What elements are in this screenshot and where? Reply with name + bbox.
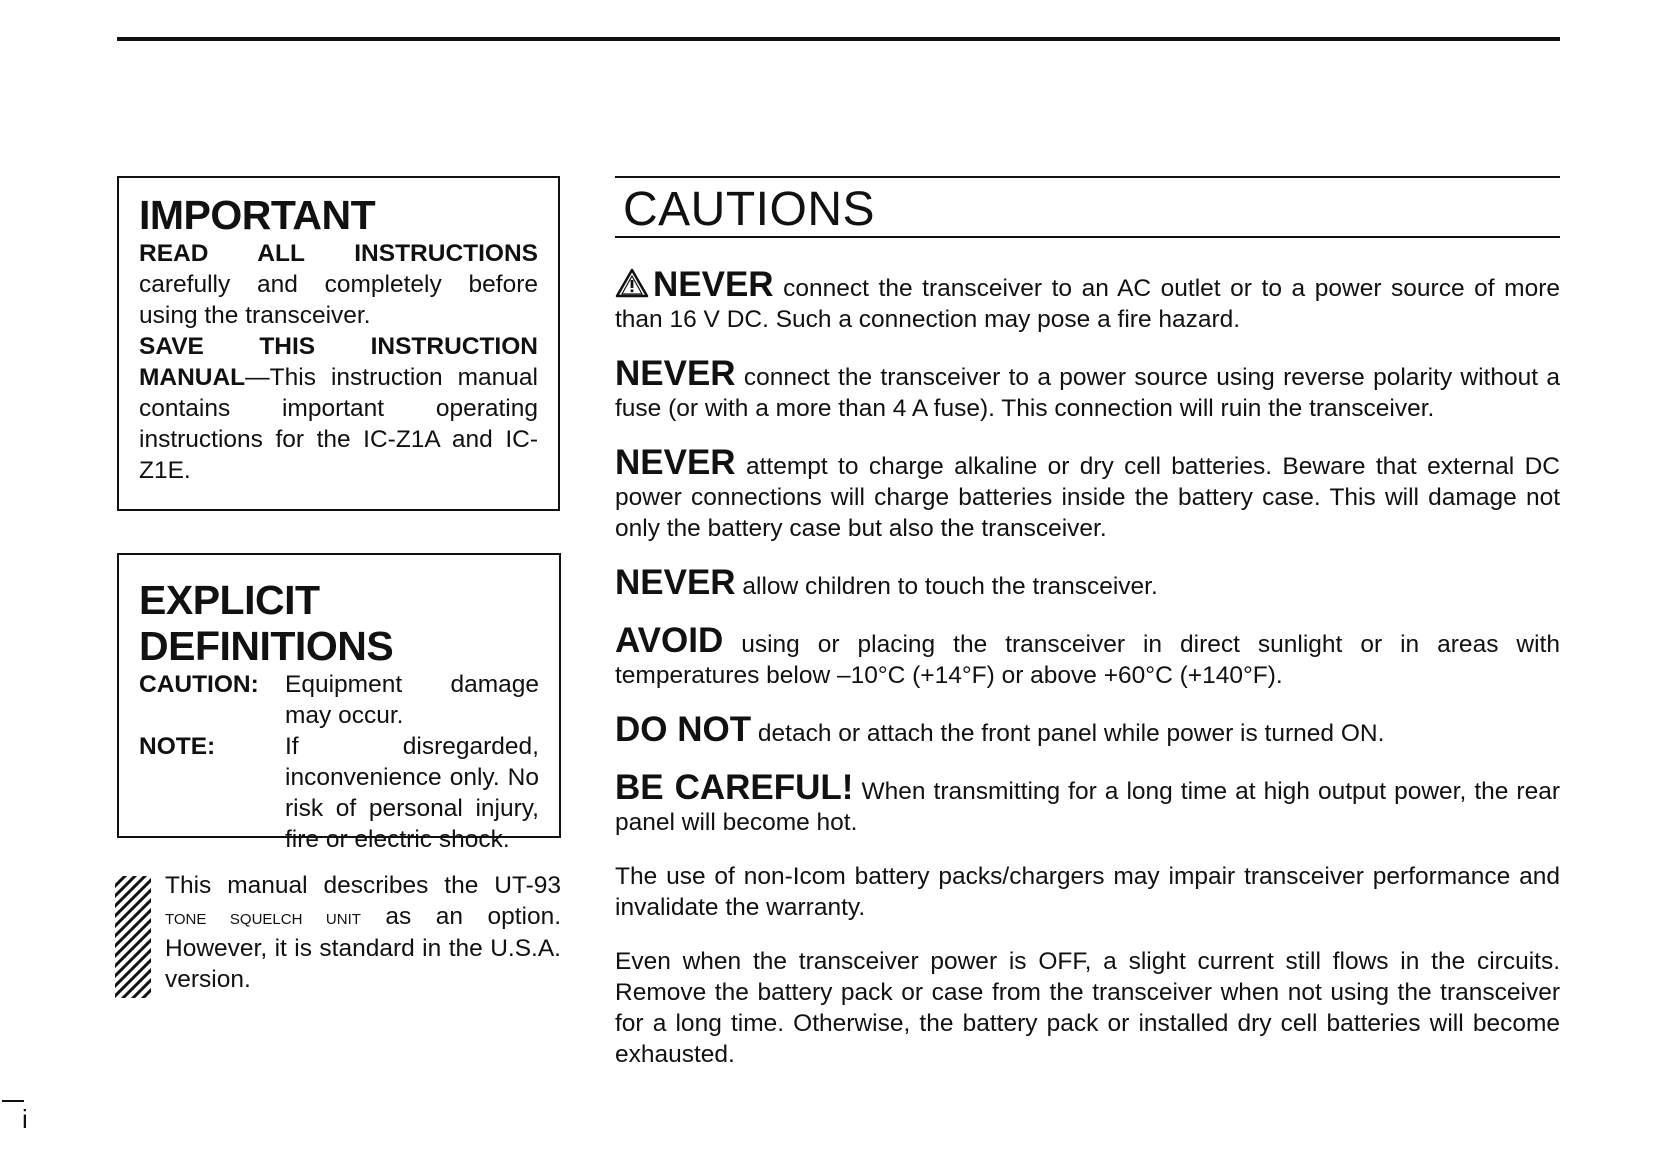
- hatch-marker-icon: [115, 876, 151, 998]
- cautions-title: CAUTIONS: [623, 183, 876, 236]
- caution-paragraph: The use of non-Icom battery packs/chargers may impair transceiver performance and invalidate the warranty.: [615, 863, 1560, 921]
- caution-item: [615, 354, 1560, 424]
- caution-text: attempt to charge alkaline or dry cell batteries. Beware that external DC power connections will charge batteries inside the battery case. This will damage not only the battery case but also the transceiver.: [615, 453, 1560, 542]
- note-pre: This manual describes the UT-93: [165, 872, 561, 899]
- caution-lead: NEVER: [615, 354, 736, 393]
- caution-lead: DO NOT: [615, 710, 752, 749]
- important-read-instructions: [139, 238, 538, 331]
- caution-text: connect the transceiver to an AC outlet or to a power source of more than 16 V DC. Such a connection may pose a fire hazard.: [615, 275, 1560, 333]
- caution-item: [615, 710, 1560, 749]
- cautions-title-rule: [615, 236, 1560, 238]
- cautions-section: [615, 176, 1560, 1070]
- caution-lead: NEVER: [653, 265, 774, 304]
- page-number: i: [22, 1104, 28, 1134]
- definition-desc: Equipment damage may occur.: [285, 671, 539, 729]
- definition-term: CAUTION:: [139, 671, 259, 698]
- caution-item: [615, 621, 1560, 691]
- read-instructions-text: carefully and completely before using the transceiver.: [139, 271, 538, 329]
- caution-text: using or placing the transceiver in direct sunlight or in areas with temperatures below –10°C (+14°F) or above +60°C (+140°F).: [615, 631, 1560, 689]
- important-box: [117, 176, 560, 511]
- caution-item: [615, 563, 1560, 602]
- warning-triangle-icon: [615, 268, 649, 298]
- caution-lead: NEVER: [615, 443, 736, 482]
- definition-desc: If disregarded, inconvenience only. No risk of personal injury, fire or electric shock.: [285, 733, 539, 853]
- important-save-manual: [139, 331, 538, 486]
- caution-lead: BE CAREFUL!: [615, 768, 854, 807]
- caution-paragraph: Even when the transceiver power is OFF, a slight current still flows in the circuits. Remove the battery pack or case from the transceiver when not using the transceiver for a long time. Otherwise, the battery pack or installed dry cell batteries will become exhausted.: [615, 948, 1560, 1068]
- caution-text: detach or attach the front panel while power is turned ON.: [751, 720, 1385, 747]
- option-note-text: [165, 870, 561, 995]
- read-instructions-bold: READ ALL INSTRUCTIONS: [139, 240, 538, 267]
- note-small-caps: tone squelch unit: [165, 906, 361, 929]
- page-number-dash: [2, 1100, 24, 1102]
- caution-item: [615, 265, 1560, 335]
- note-post: as an option. However, it is standard in the U.S.A. version.: [165, 903, 562, 993]
- option-note: [115, 870, 561, 995]
- caution-text: connect the transceiver to a power source using reverse polarity without a fuse (or with a more than 4 A fuse). This connection will ruin the transceiver.: [615, 364, 1560, 422]
- definitions-box: [117, 553, 561, 853]
- save-manual-text: —This instruction manual contains important operating instructions for the IC-Z1A and IC-Z1E.: [139, 364, 538, 484]
- save-manual-bold: SAVE THIS INSTRUCTION MANUAL: [139, 333, 538, 391]
- definition-row-note: [139, 731, 539, 855]
- caution-item: [615, 768, 1560, 838]
- caution-text: allow children to touch the transceiver.: [735, 573, 1158, 600]
- caution-item: [615, 443, 1560, 544]
- important-title: IMPORTANT: [139, 192, 376, 238]
- definition-term: NOTE:: [139, 733, 216, 760]
- definition-row-caution: [139, 669, 539, 731]
- caution-text: When transmitting for a long time at high output power, the rear panel will become hot.: [615, 778, 1560, 836]
- caution-lead: NEVER: [615, 563, 736, 602]
- top-rule: [117, 37, 1560, 41]
- caution-lead: AVOID: [615, 621, 724, 660]
- definitions-title: EXPLICIT DEFINITIONS: [139, 577, 394, 669]
